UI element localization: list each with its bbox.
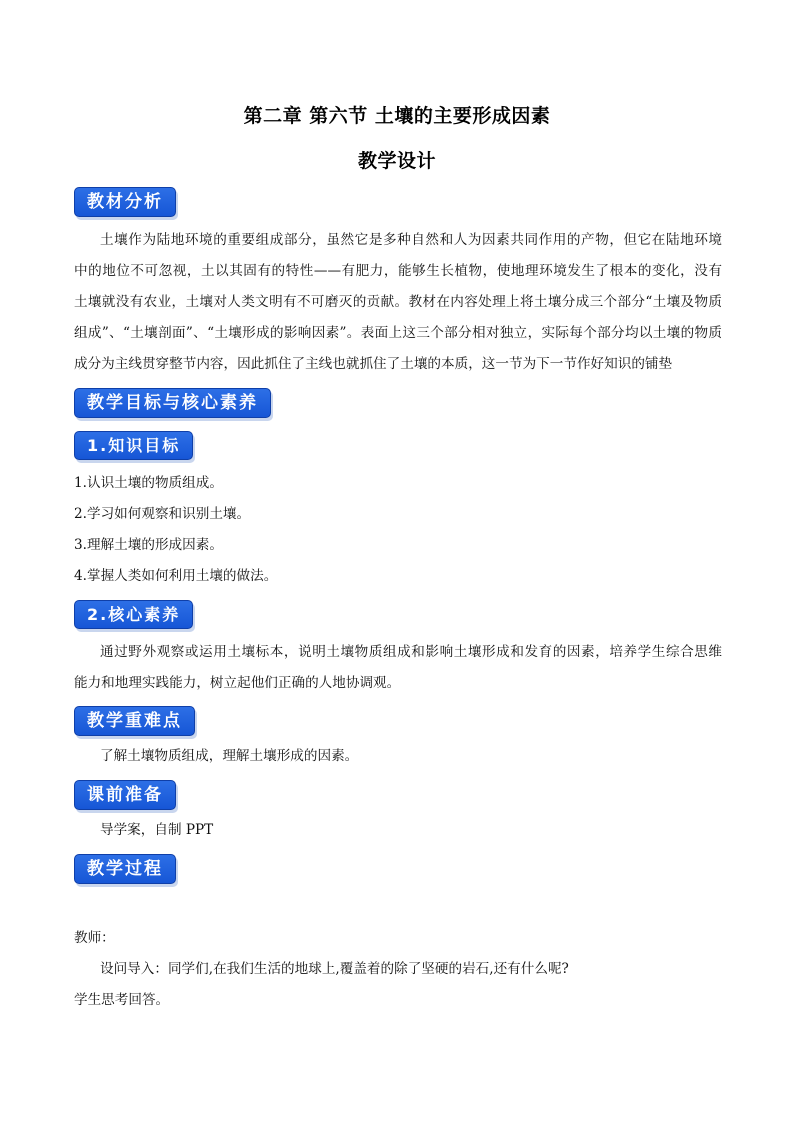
knowledge-item: 3.理解土壤的形成因素。 <box>74 537 223 553</box>
analysis-line: 组成”、“土壤剖面”、“土壤形成的影响因素”。表面上这三个部分相对独立，实际每个部分均以土壤的物质 <box>74 325 722 341</box>
section-label-process: 教学过程 <box>74 854 176 884</box>
teacher-label: 教师： <box>74 930 115 946</box>
analysis-line: 中的地位不可忽视，土以其固有的特性——有肥力，能够生长植物，使地理环境发生了根本的变化，没有 <box>74 263 722 279</box>
subsection-label-knowledge: 1.知识目标 <box>74 431 193 460</box>
subsection-label-literacy: 2.核心素养 <box>74 600 193 629</box>
section-label-preparation: 课前准备 <box>74 780 176 810</box>
section-label-keypoints: 教学重难点 <box>74 706 195 736</box>
analysis-line: 成分为主线贯穿整节内容，因此抓住了主线也就抓住了土壤的本质，这一节为下一节作好知识的铺垫 <box>74 356 673 372</box>
section-label-goals: 教学目标与核心素养 <box>74 388 271 418</box>
analysis-line: 土壤作为陆地环境的重要组成部分，虽然它是多种自然和人为因素共同作用的产物，但它在陆地环境 <box>100 232 722 248</box>
knowledge-item: 4.掌握人类如何利用土壤的做法。 <box>74 568 278 584</box>
analysis-line: 土壤就没有农业，土壤对人类文明有不可磨灭的贡献。教材在内容处理上将土壤分成三个部分“土壤及物质 <box>74 294 722 310</box>
section-label-analysis: 教材分析 <box>74 187 176 217</box>
document-subtitle: 教学设计 <box>357 150 436 172</box>
knowledge-item: 1.认识土壤的物质组成。 <box>74 475 223 491</box>
literacy-line: 能力和地理实践能力，树立起他们正确的人地协调观。 <box>74 675 401 691</box>
document-title: 第二章 第六节 土壤的主要形成因素 <box>243 105 551 127</box>
preparation-text: 导学案，自制 PPT <box>100 822 214 838</box>
keypoints-text: 了解土壤物质组成，理解土壤形成的因素。 <box>100 748 359 764</box>
intro-question: 设问导入：同学们,在我们生活的地球上,覆盖着的除了坚硬的岩石,还有什么呢? <box>100 961 569 977</box>
knowledge-item: 2.学习如何观察和识别土壤。 <box>74 506 251 522</box>
student-response: 学生思考回答。 <box>74 992 170 1008</box>
literacy-line: 通过野外观察或运用土壤标本，说明土壤物质组成和影响土壤形成和发育的因素，培养学生综合思维 <box>100 644 722 660</box>
